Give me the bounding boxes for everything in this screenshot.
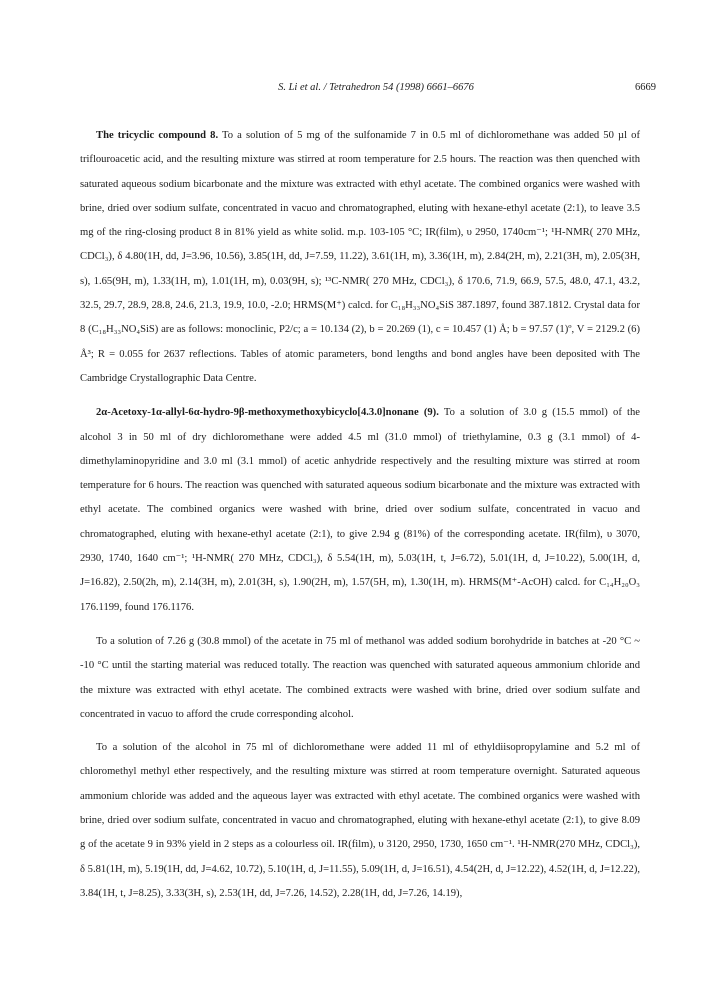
experimental-paragraph-mom-protection bbox=[80, 736, 640, 906]
paragraph-text: To a solution of 3.0 g (15.5 mmol) of the alcohol 3 in 50 ml of dry dichloromethane were added 4.5 ml (31.0 mmol) of triethylamine, 0.3 g (3.1 mmol) of 4-dimethylaminopyridine and 3.0 ml (3.1 mmol) of acetic anhydride respectively and the resulting mixture was stirred at room temperature for 6 hours. The reaction was quenched with saturated aqueous sodium bicarbonate and the mixture was extracted with ethyl acetate. The combined organics were washed with brine, dried over sodium sulfate, concentrated in vacuo and chromatographed, eluting with hexane-ethyl acetate (2:1), to give 2.94 g (81%) of the corresponding acetate. IR(film), υ 3070, 2930, 1740, 1640 cm⁻¹; ¹H-NMR( 270 MHz, CDCl₃), δ 5.54(1H, m), 5.03(1H, t, J=6.72), 5.01(1H, d, J=10.22), 5.00(1H, d, J=16.82), 2.50(2h, m), 2.14(3H, m), 2.01(3H, s), 1.90(2H, m), 1.57(5H, m), 1.30(1H, m). HRMS(M⁺-AcOH) calcd. for C₁₄H₂₀O₃ 176.1199, found 176.1176. bbox=[80, 407, 640, 613]
paragraph-text: To a solution of 5 mg of the sulfonamide 7 in 0.5 ml of dichloromethane was added 50 µl of triflouroacetic acid, and the resulting mixture was stirred at room temperature for 2.5 hours. The reaction was then quenched with saturated aqueous sodium bicarbonate and the mixture was extracted with ethyl acetate. The combined organics were washed with brine, dried over sodium sulfate, concentrated in vacuo and chromatographed, eluting with hexane-ethyl acetate (2:1), to leave 3.5 mg of the ring-closing product 8 in 81% yield as white solid. m.p. 103-105 °C; IR(film), υ 2950, 1740cm⁻¹; ¹H-NMR( 270 MHz, CDCl₃), δ 4.80(1H, dd, J=3.96, 10.56), 3.85(1H, dd, J=7.59, 11.22), 3.61(1H, m), 3.36(1H, m), 2.84(2H, m), 2.21(3H, m), 2.05(3H, s), 1.65(9H, m), 1.33(1H, m), 1.01(1H, m), 0.03(9H, s); ¹³C-NMR( 270 MHz, CDCl₃), δ 170.6, 71.9, 66.9, 57.5, 48.0, 47.1, 43.2, 32.5, 29.7, 28.9, 28.8, 24.6, 21.3, 19.9, 10.0, -2.0; HRMS(M⁺) calcd. for C₁₈H₃₃NO₄SiS 387.1897, found 387.1812. Crystal data for 8 (C₁₈H₃₃NO₄SiS) are as follows: monoclinic, P2/c; a = 10.134 (2), b = 20.269 (1), c = 10.457 (1) Å; b = 97.57 (1)º, V = 2129.2 (6) Å³; R = 0.055 for 2637 reflections. Tables of atomic parameters, bond lengths and bond angles have been deposited with The Cambridge Crystallographic Data Centre. bbox=[80, 130, 640, 384]
paragraph-text: To a solution of the alcohol in 75 ml of dichloromethane were added 11 ml of ethyldiisopropylamine and 5.2 ml of chloromethyl methyl ether respectively, and the resulting mixture was stirred at room temperature overnight. Saturated aqueous ammonium chloride was added and the aqueous layer was extracted with ethyl acetate. The combined organics were washed with brine, dried over sodium sulfate, concentrated in vacuo and chromatographed, eluting with hexane-ethyl acetate (2:1), to give 8.09 g of the acetate 9 in 93% yield in 2 steps as a colourless oil. IR(film), υ 3120, 2950, 1730, 1650 cm⁻¹. ¹H-NMR(270 MHz, CDCl₃), δ 5.81(1H, m), 5.19(1H, dd, J=4.62, 10.72), 5.10(1H, d, J=11.55), 5.09(1H, d, J=16.51), 4.54(2H, d, J=12.22), 4.52(1H, d, J=12.22), 3.84(1H, t, J=8.25), 3.33(3H, s), 2.53(1H, dd, J=7.26, 14.52), 2.28(1H, dd, J=7.26, 14.19), bbox=[80, 742, 640, 899]
journal-citation: S. Li et al. / Tetrahedron 54 (1998) 6661–6676 bbox=[278, 82, 474, 93]
compound-heading: The tricyclic compound 8. bbox=[96, 130, 219, 141]
article-body bbox=[80, 124, 640, 916]
page-number: 6669 bbox=[635, 82, 656, 93]
experimental-paragraph-compound-9 bbox=[80, 401, 640, 620]
compound-heading: 2α-Acetoxy-1α-allyl-6α-hydro-9β-methoxymethoxybicyclo[4.3.0]nonane (9). bbox=[96, 407, 439, 419]
running-header bbox=[96, 82, 656, 98]
experimental-paragraph-tricyclic-compound bbox=[80, 124, 640, 391]
experimental-paragraph-reduction bbox=[80, 630, 640, 727]
paragraph-text: To a solution of 7.26 g (30.8 mmol) of the acetate in 75 ml of methanol was added sodium borohydride in batches at -20 °C ~ -10 °C until the starting material was reduced totally. The reaction was quenched with saturated aqueous ammonium chloride and the mixture was extracted with ethyl acetate. The combined extracts were washed with brine, dried over sodium sulfate and concentrated in vacuo to afford the crude corresponding alcohol. bbox=[80, 635, 640, 720]
